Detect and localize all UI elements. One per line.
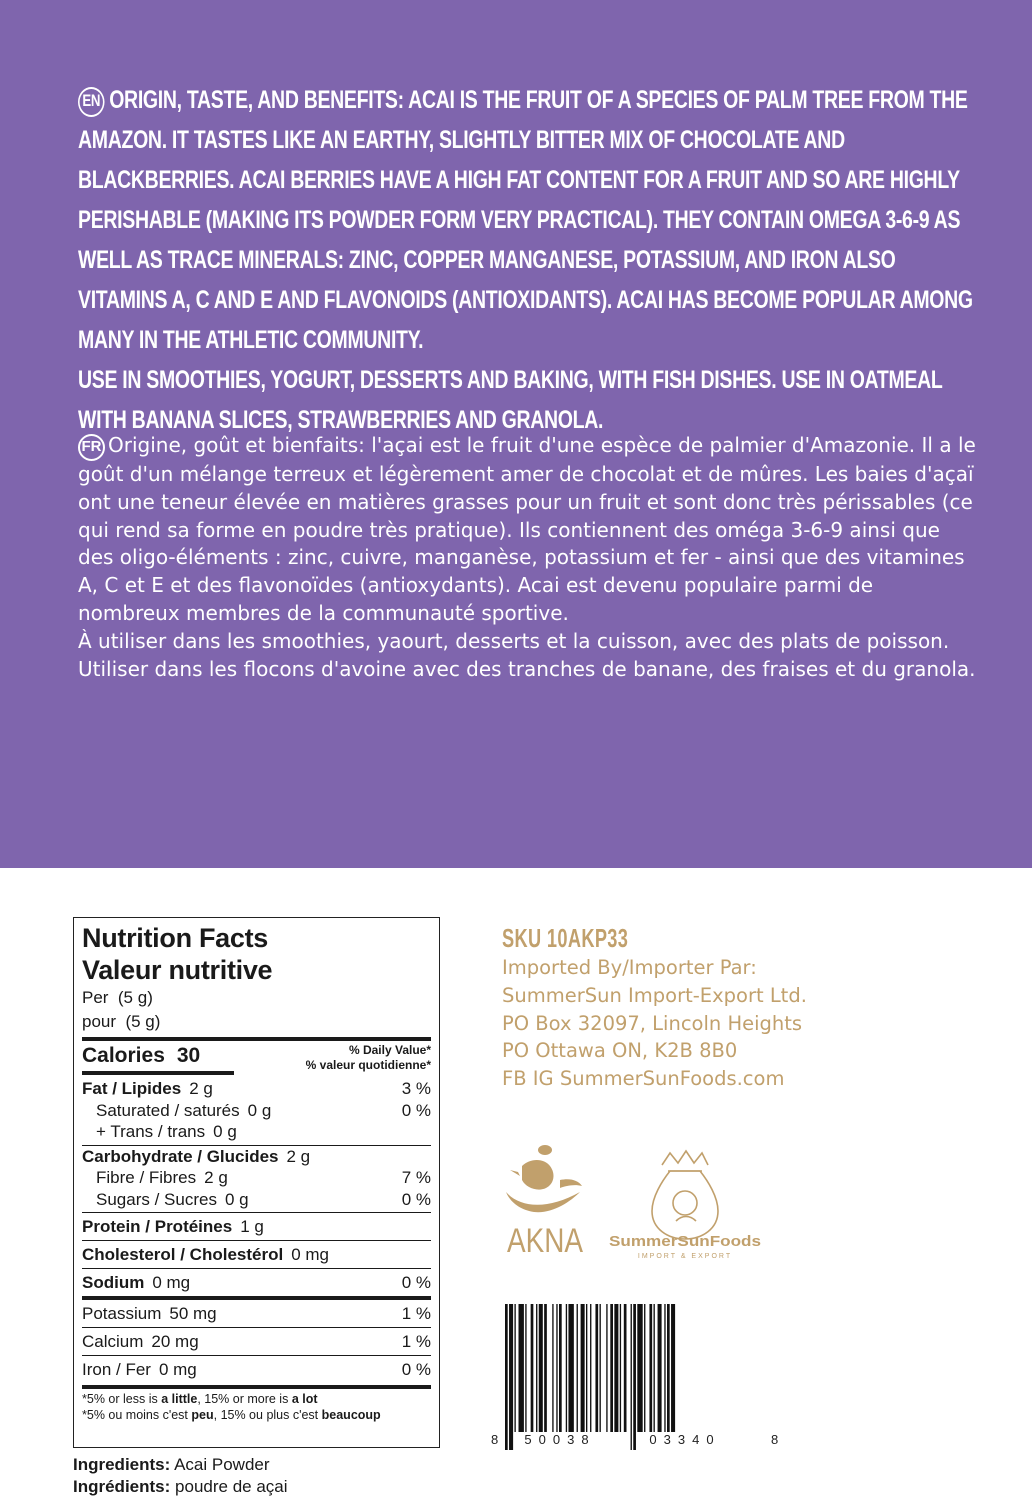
nutrient-percent: 0 %: [401, 1100, 431, 1120]
barcode-bar: [539, 1304, 543, 1432]
footnote: [82, 1389, 431, 1423]
importer-line: Imported By/Importer Par:: [502, 956, 757, 979]
barcode-digit-first: 8: [491, 1432, 499, 1447]
barcode-bar: [509, 1304, 513, 1450]
barcode-bar: [624, 1304, 627, 1432]
nutrient-label: Protein / Protéines: [82, 1217, 233, 1236]
barcode-bar: [664, 1304, 665, 1432]
barcode-bar: [614, 1304, 618, 1432]
nutrition-title-en: Nutrition Facts: [82, 923, 269, 953]
barcode-bar: [606, 1304, 607, 1432]
nutrient-percent: 3 %: [401, 1079, 431, 1098]
barcode-bar: [525, 1304, 526, 1432]
fr-language-badge: FR: [78, 434, 105, 461]
akna-logo: [500, 1140, 590, 1260]
nutrient-label: Carbohydrate / Glucides: [82, 1146, 279, 1166]
nutrient-label: Fibre / Fibres: [96, 1168, 197, 1187]
serving-size-en: Per (5 g): [82, 988, 153, 1007]
english-paragraph-1: [78, 80, 983, 360]
barcode-bar: [552, 1304, 553, 1432]
nutrient-percent: 1 %: [401, 1304, 431, 1323]
barcode-bar: [577, 1304, 578, 1432]
bird-hand-icon: [506, 1145, 582, 1212]
french-description: [78, 432, 978, 683]
daily-value-en: % Daily Value*: [348, 1043, 431, 1057]
barcode-bar: [514, 1304, 515, 1432]
barcode-bar: [581, 1304, 585, 1432]
french-text-1: Origine, goût et bienfaits: l'açai est le fruit d'une espèce de palmier d'Amazonie. Il a le goût d'un mélange terreux et légèrement amer de chocolat et de mûres. Les baies d'açaï ont une teneur élevée en matières grasses pour un fruit et sont donc très périssables (ce qui rend sa forme en poudre très pratique). Ils contiennent des oméga 3-6-9 ainsi que des oligo-éléments : zinc, cuivre, manganèse, potassium et fer - ainsi que des vitamines A, C et E et des flavonoïdes (antioxydants). Acai est devenu populaire parmi de nombreux membres de la communauté sportive.: [78, 433, 976, 625]
sku-code: SKU 10AKP33: [502, 923, 629, 953]
nutrient-row: [82, 1356, 431, 1383]
french-paragraph-2: À utiliser dans les smoothies, yaourt, desserts et la cuisson, avec des plats de poisson. Utiliser dans les flocons d'avoine avec des tranches de banane, des fraises et du granola.: [78, 628, 976, 681]
nutrient-percent: [391, 1213, 431, 1240]
barcode-bar: [556, 1304, 557, 1432]
calories-row: [82, 1043, 431, 1071]
footnote-en: *5% or less is a little, 15% or more is a lot: [82, 1392, 318, 1406]
barcode-bar: [667, 1304, 670, 1432]
barcode-bar: [631, 1304, 632, 1450]
importer-line: SummerSun Import-Export Ltd.: [502, 983, 807, 1007]
barcode-bar: [644, 1304, 645, 1432]
calories-value: 30: [176, 1044, 201, 1067]
nutrient-row: [82, 1121, 431, 1143]
barcode-bar: [544, 1304, 547, 1432]
nutrient-percent: 0 %: [401, 1273, 431, 1292]
nutrient-label: Cholesterol / Cholestérol: [82, 1245, 284, 1264]
nutrient-percent: 0 %: [401, 1189, 431, 1209]
barcode-bar: [559, 1304, 562, 1432]
barcode: [485, 1302, 785, 1452]
en-language-badge: EN: [78, 87, 105, 117]
barcode-group-right: 03340: [649, 1432, 721, 1447]
nutrient-percent: 0 %: [401, 1360, 431, 1379]
calories-underline: [82, 1071, 234, 1075]
nutrient-row: [82, 1100, 431, 1122]
barcode-bar: [610, 1304, 613, 1432]
nutrient-label: + Trans / trans: [96, 1122, 206, 1141]
nutrient-label: Iron / Fer: [82, 1360, 151, 1379]
nutrient-amount: 0 mg: [158, 1360, 197, 1379]
nutrient-amount: 2 g: [286, 1146, 311, 1166]
sack-icon: [652, 1151, 718, 1239]
barcode-bar: [586, 1304, 587, 1432]
english-description: [78, 80, 983, 440]
barcode-bar: [649, 1304, 652, 1432]
barcode-bar: [568, 1304, 573, 1432]
barcode-bar: [620, 1304, 621, 1432]
barcode-bar: [505, 1304, 508, 1450]
serving-size-fr: pour (5 g): [82, 1012, 161, 1031]
divider-thick: [82, 1037, 431, 1041]
ssf-tagline: IMPORT & EXPORT: [637, 1253, 733, 1260]
nutrient-label: Saturated / saturés: [96, 1100, 240, 1120]
importer-line: FB IG SummerSunFoods.com: [502, 1067, 785, 1091]
nutrient-row: [82, 1146, 431, 1168]
nutrient-amount: 0 g: [224, 1189, 249, 1209]
barcode-bar: [566, 1304, 567, 1432]
nutrient-label: Sugars / Sucres: [96, 1189, 217, 1209]
english-text-1: ORIGIN, TASTE, AND BENEFITS: ACAI IS THE FRUIT OF A SPECIES OF PALM TREE FROM THE AMAZON. IT TASTES LIKE AN EARTHY, SLIGHTLY BITTER MIX OF CHOCOLATE AND BLACKBERRIES. ACAI BERRIES HAVE A HIGH FAT CONTENT FOR A FRUIT AND SO ARE HIGHLY PERISHABLE (MAKING ITS POWDER FORM VERY PRACTICAL). THEY CONTAIN OMEGA 3-6-9 AS WELL AS TRACE MINERALS: ZINC, COPPER MANGANESE, POTASSIUM, AND IRON ALSO VITAMINS A, C AND E AND FLAVONOIDS (ANTIOXIDANTS). ACAI HAS BECOME POPULAR AMONG MANY IN THE ATHLETIC COMMUNITY.: [78, 86, 973, 354]
footnote-fr: *5% ou moins c'est peu, 15% ou plus c'est beaucoup: [82, 1408, 381, 1422]
barcode-group-left: 50038: [524, 1432, 596, 1447]
nutrient-row: [82, 1241, 431, 1268]
importer-line: PO Ottawa ON, K2B 8B0: [502, 1039, 738, 1063]
nutrient-row: [82, 1269, 431, 1296]
nutrient-percent: [391, 1146, 431, 1168]
nutrient-row: [82, 1078, 431, 1100]
barcode-bar: [671, 1304, 675, 1432]
barcode-bar: [590, 1304, 591, 1432]
nutrient-row: [82, 1189, 431, 1211]
barcode-bar: [600, 1304, 601, 1432]
barcode-bars: [505, 1304, 675, 1450]
nutrient-row: [82, 1300, 431, 1327]
importer-info: [502, 922, 807, 1093]
barcode-bar: [633, 1304, 636, 1450]
barcode-bar: [637, 1304, 642, 1432]
nutrient-amount: 0 mg: [152, 1273, 191, 1292]
nutrient-amount: 0 mg: [291, 1245, 329, 1264]
nutrient-label: Sodium: [82, 1273, 145, 1292]
ingredients: [73, 1454, 288, 1498]
nutrient-row: [82, 1167, 431, 1189]
nutrient-percent: [391, 1121, 431, 1143]
english-paragraph-2: USE IN SMOOTHIES, YOGURT, DESSERTS AND BAKING, WITH FISH DISHES. USE IN OATMEAL WITH BANANA SLICES, STRAWBERRIES AND GRANOLA.: [78, 366, 943, 434]
summersunfoods-logo: [600, 1145, 770, 1265]
calories-label: Calories: [82, 1044, 165, 1067]
nutrient-amount: 0 g: [247, 1100, 272, 1120]
barcode-bar: [531, 1304, 534, 1432]
ssf-wordmark: SummerSunFoods: [609, 1233, 761, 1250]
nutrient-amount: 2 g: [204, 1168, 228, 1187]
nutrient-amount: 1 g: [240, 1217, 264, 1236]
nutrient-label: Potassium: [82, 1304, 162, 1323]
french-paragraph-1: [78, 432, 978, 628]
akna-wordmark: AKNA: [507, 1222, 584, 1260]
daily-value-fr: % valeur quotidienne*: [305, 1058, 431, 1072]
nutrient-row: [82, 1328, 431, 1355]
nutrient-percent: 7 %: [401, 1168, 431, 1187]
barcode-bar: [536, 1304, 537, 1432]
ingredients-fr: Ingrédients: poudre de açai: [73, 1477, 288, 1496]
barcode-bar: [519, 1304, 524, 1432]
nutrition-title-fr: Valeur nutritive: [82, 955, 273, 985]
barcode-bar: [658, 1304, 662, 1432]
nutrient-label: Calcium: [82, 1332, 144, 1351]
importer-line: PO Box 32097, Lincoln Heights: [502, 1011, 803, 1035]
barcode-bar: [595, 1304, 598, 1432]
nutrition-facts-table: [73, 917, 440, 1448]
ingredients-en: Ingredients: Acai Powder: [73, 1455, 270, 1474]
nutrient-label: Fat / Lipides: [82, 1079, 182, 1098]
nutrient-amount: 0 g: [213, 1122, 237, 1141]
nutrient-row: [82, 1213, 431, 1240]
nutrient-amount: 2 g: [189, 1079, 213, 1098]
barcode-bar: [654, 1304, 655, 1432]
nutrient-amount: 50 mg: [169, 1304, 217, 1323]
nutrient-percent: [391, 1241, 431, 1268]
nutrient-amount: 20 mg: [151, 1332, 199, 1351]
barcode-digit-last: 8: [771, 1432, 779, 1447]
nutrient-percent: 1 %: [401, 1332, 431, 1351]
